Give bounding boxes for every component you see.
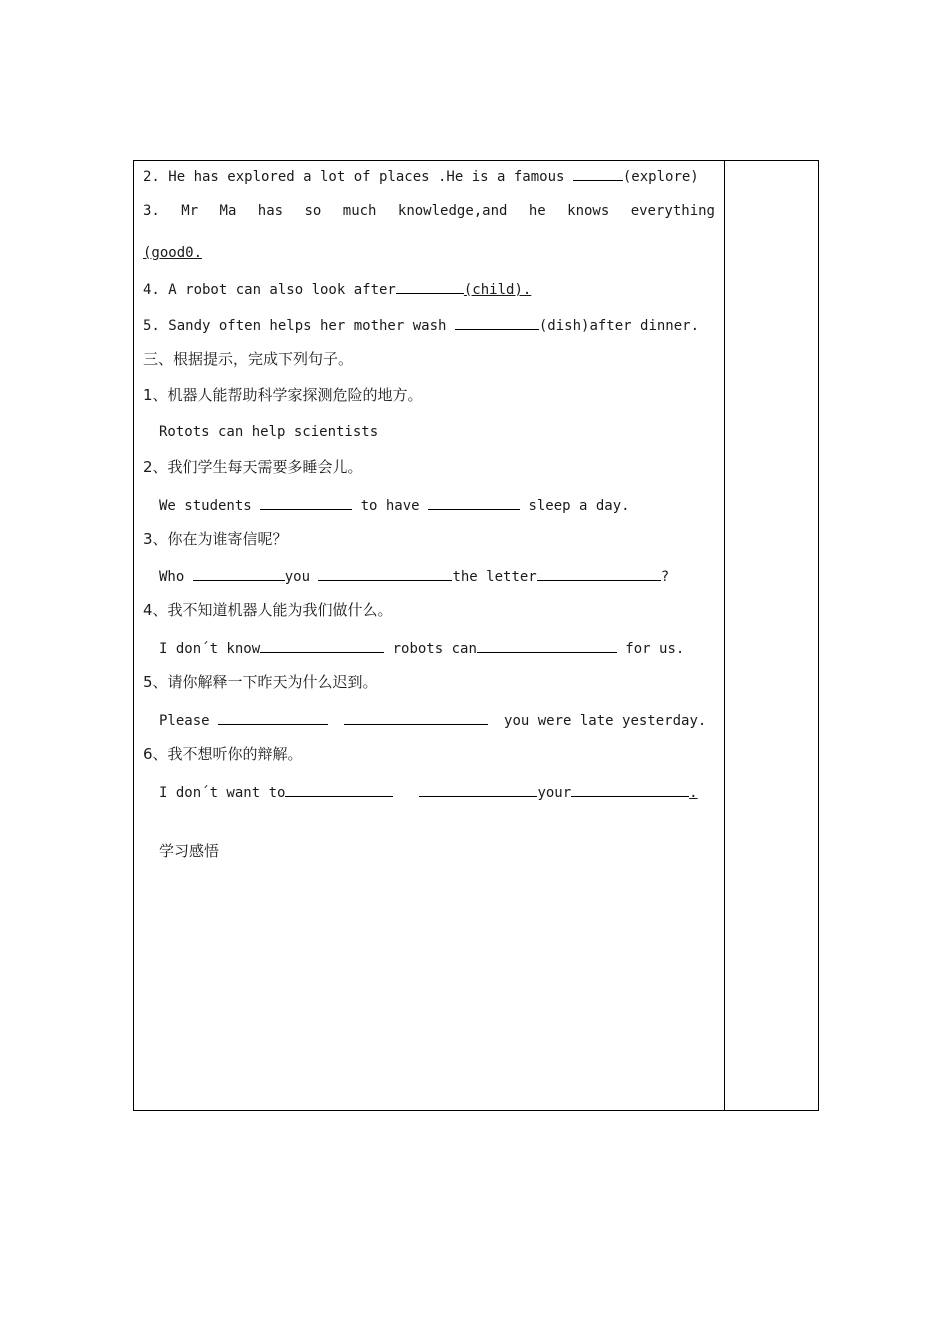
sentence-1-english: Rotots can help scientists xyxy=(159,424,379,440)
exercise-table xyxy=(133,160,819,1111)
sentence-4-english: I don´t know robots can for us. xyxy=(159,637,684,659)
column-divider xyxy=(724,161,725,1110)
sentence-6-english: I don´t want to your . xyxy=(159,781,698,803)
answer-blank[interactable] xyxy=(455,314,539,330)
question-2: 2. He has explored a lot of places .He is a famous (explore) xyxy=(143,165,699,187)
question-3-continued: (good0. xyxy=(143,245,203,261)
answer-blank[interactable] xyxy=(477,637,617,653)
answer-blank[interactable] xyxy=(428,494,520,510)
sentence-3-chinese: 3、你在为谁寄信呢？ xyxy=(143,530,288,548)
answer-blank[interactable] xyxy=(260,637,384,653)
answer-blank[interactable] xyxy=(318,565,452,581)
answer-blank[interactable] xyxy=(396,278,464,294)
answer-blank[interactable] xyxy=(573,165,623,181)
answer-blank[interactable] xyxy=(419,781,537,797)
sentence-5-chinese: 5、请你解释一下昨天为什么迟到。 xyxy=(143,673,378,691)
sentence-2-english: We students to have sleep a day. xyxy=(159,494,630,516)
sentence-2-chinese: 2、我们学生每天需要多睡会儿。 xyxy=(143,458,363,476)
section-3-title: 三、根据提示，完成下列句子。 xyxy=(143,350,354,368)
answer-blank[interactable] xyxy=(193,565,285,581)
sentence-1-chinese: 1、机器人能帮助科学家探测危险的地方。 xyxy=(143,386,423,404)
sentence-4-chinese: 4、我不知道机器人能为我们做什么。 xyxy=(143,601,393,619)
answer-blank[interactable] xyxy=(537,565,661,581)
question-5: 5. Sandy often helps her mother wash (dish)after dinner. xyxy=(143,314,699,336)
answer-blank[interactable] xyxy=(344,709,488,725)
question-4: 4. A robot can also look after (child). xyxy=(143,278,531,300)
answer-blank[interactable] xyxy=(260,494,352,510)
question-3: 3. Mr Ma has so much knowledge,and he knows everything xyxy=(143,203,715,219)
answer-blank[interactable] xyxy=(571,781,689,797)
sentence-5-english: Please you were late yesterday. xyxy=(159,709,706,731)
answer-blank[interactable] xyxy=(218,709,328,725)
reflection-label: 学习感悟 xyxy=(159,842,220,860)
sentence-6-chinese: 6、我不想听你的辩解。 xyxy=(143,745,303,763)
answer-blank[interactable] xyxy=(285,781,393,797)
sentence-3-english: Who you the letter ? xyxy=(159,565,669,587)
